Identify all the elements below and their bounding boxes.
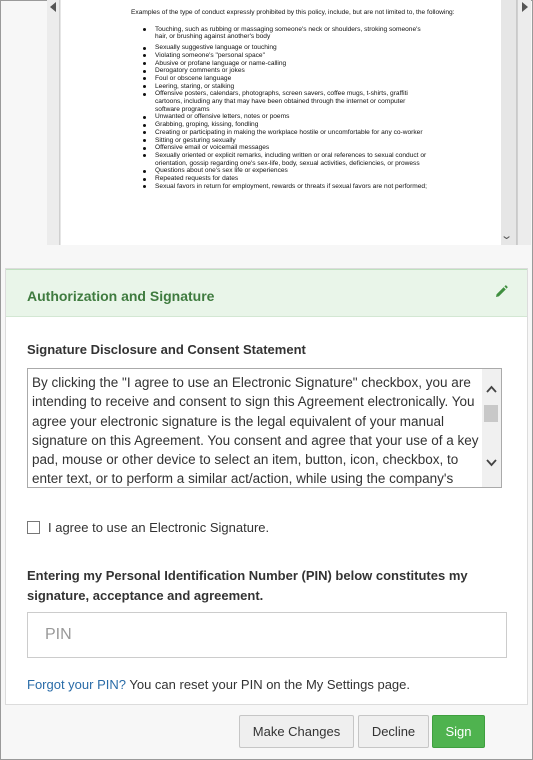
authorization-panel <box>5 268 528 705</box>
disclosure-textbox[interactable] <box>27 368 502 488</box>
viewer-left-scrollbar[interactable] <box>47 0 60 245</box>
list-item: Violating someone's "personal space" <box>131 52 431 60</box>
list-item: Offensive posters, calendars, photographs, screen savers, coffee mugs, t-shirts, graffiti cartoons, including any that may have been obtained through the internet or computer software programs <box>131 90 431 113</box>
pin-input[interactable] <box>27 612 507 658</box>
list-item: Grabbing, groping, kissing, fondling <box>131 121 431 129</box>
decline-button[interactable]: Decline <box>358 715 429 748</box>
list-item: Creating or participating in making the workplace hostile or uncomfortable for any co-worker <box>131 129 431 137</box>
list-item: Unwanted or offensive letters, notes or poems <box>131 113 431 121</box>
pin-statement: Entering my Personal Identification Number (PIN) below constitutes my signature, acceptance and agreement. <box>27 568 468 603</box>
panel-title: Authorization and Signature <box>27 288 215 304</box>
scroll-down-icon[interactable]: ⌄ <box>500 230 514 242</box>
forgot-pin-text: You can reset your PIN on the My Settings page. <box>126 677 411 692</box>
disclosure-text: By clicking the "I agree to use an Electronic Signature" checkbox, you are intending to receive and consent to sign this Agreement electronically. You agree your electronic signature is the legal equivalent of your manual signature on this Agreement. You consent and agree that your use of a key pad, mouse or other device to select an item, button, icon, checkbox, to enter text, or to perform a similar act/action, while using the company's <box>32 375 479 487</box>
make-changes-button[interactable]: Make Changes <box>239 715 354 748</box>
list-item: Sexually oriented or explicit remarks, including written or oral references to sexual conduct or orientation, gossip regarding one's sex-life, body, sexual activities, deficiencies, or prowess <box>131 152 431 167</box>
disclosure-heading: Signature Disclosure and Consent Statement <box>27 342 306 357</box>
viewer-right-scrollbar[interactable] <box>517 0 531 245</box>
list-item: Foul or obscene language <box>131 75 431 83</box>
list-item: Abusive or profane language or name-calling <box>131 60 431 68</box>
scroll-left-icon[interactable] <box>50 2 56 12</box>
list-item: Sexual favors in return for employment, rewards or threats if sexual favors are not performed; <box>131 183 431 191</box>
list-item: Questions about one's sex life or experiences <box>131 167 431 175</box>
scroll-thumb[interactable] <box>484 405 498 422</box>
forgot-pin-line <box>27 677 410 692</box>
forgot-pin-link[interactable]: Forgot your PIN? <box>27 677 126 692</box>
list-item: Sexually suggestive language or touching <box>131 44 431 52</box>
chevron-down-icon[interactable] <box>486 457 497 468</box>
esignature-checkbox[interactable] <box>27 521 40 534</box>
list-item: Sitting or gesturing sexually <box>131 137 431 145</box>
panel-header <box>6 269 527 317</box>
document-page <box>61 0 501 245</box>
scroll-right-icon[interactable] <box>522 2 528 12</box>
list-item: Leering, staring, or stalking <box>131 83 431 91</box>
disclosure-scrollbar[interactable] <box>482 369 501 487</box>
list-item: Offensive email or voicemail messages <box>131 144 431 152</box>
esignature-checkbox-label[interactable]: I agree to use an Electronic Signature. <box>48 520 270 535</box>
sign-button[interactable]: Sign <box>432 715 485 748</box>
list-item: Derogatory comments or jokes <box>131 67 431 75</box>
prohibited-conduct-list <box>131 26 485 191</box>
pencil-icon[interactable] <box>494 285 508 299</box>
list-item: Touching, such as rubbing or massaging someone's neck or shoulders, stroking someone's hair, or brushing against another's body <box>131 26 431 41</box>
list-item: Repeated requests for dates <box>131 175 431 183</box>
chevron-up-icon[interactable] <box>486 384 497 395</box>
document-intro: Examples of the type of conduct expressly prohibited by this policy, include, but are not limited to, the following: <box>131 9 455 16</box>
